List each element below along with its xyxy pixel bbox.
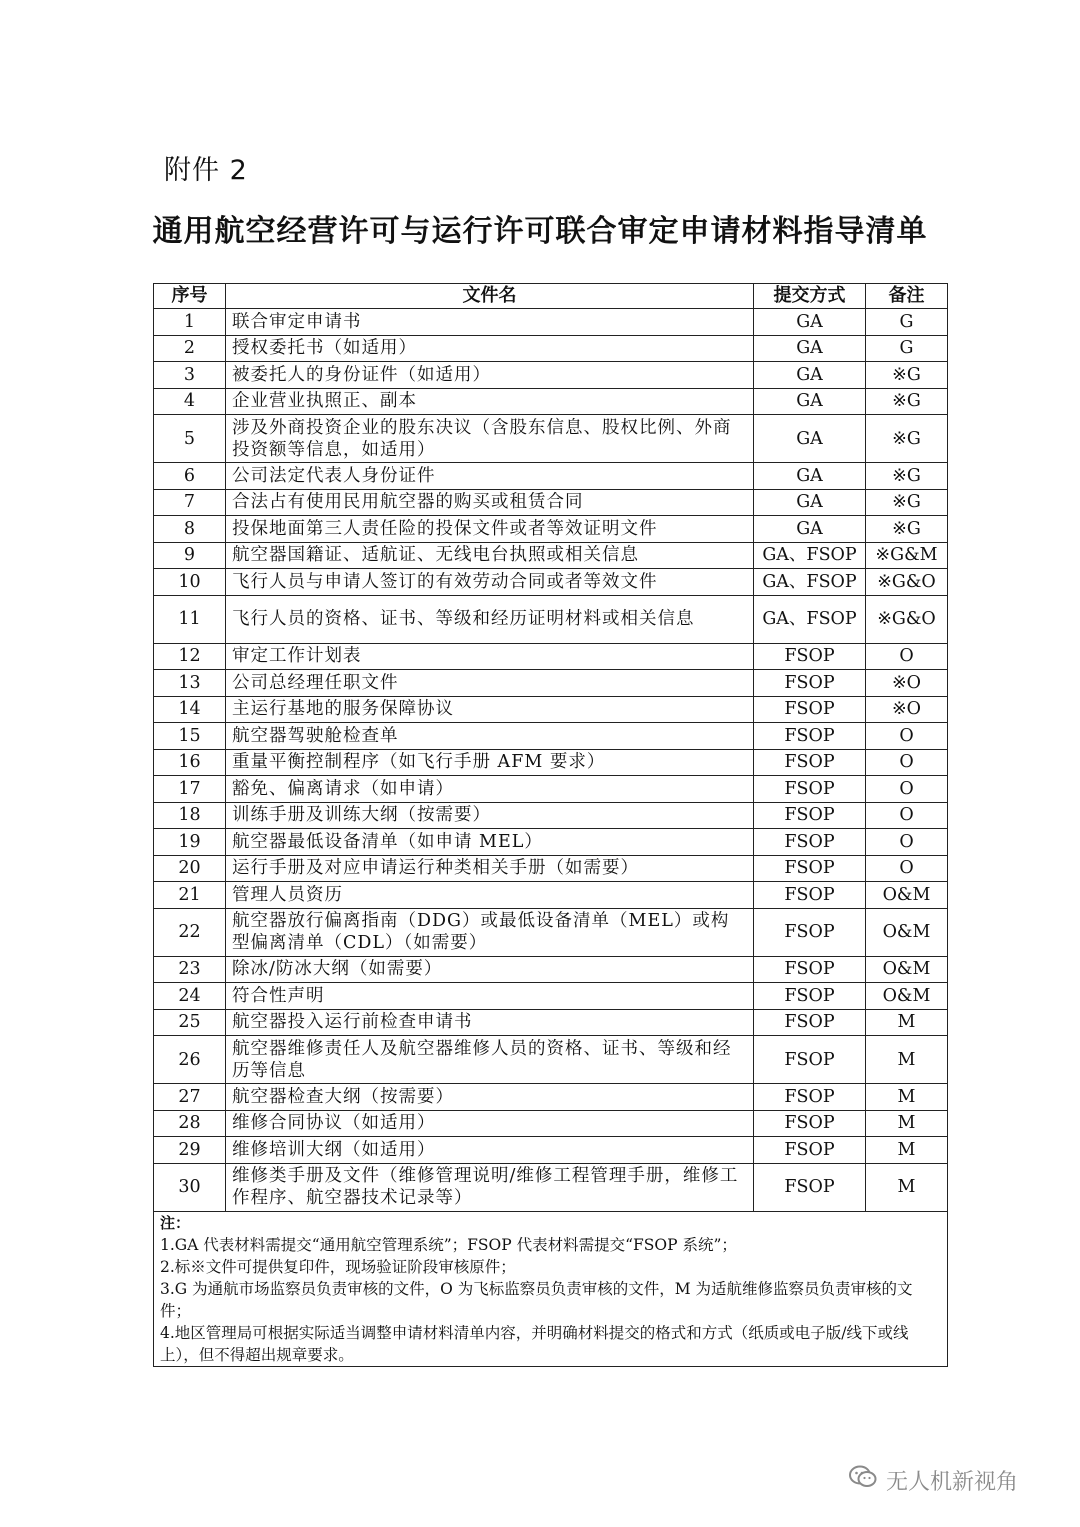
row-method: FSOP: [754, 670, 866, 697]
row-number: 8: [154, 516, 226, 543]
row-name: 授权委托书（如适用）: [226, 335, 754, 362]
row-number: 23: [154, 956, 226, 983]
col-header-name: 文件名: [226, 284, 754, 309]
row-number: 14: [154, 696, 226, 723]
row-method: FSOP: [754, 1110, 866, 1137]
row-remark: M: [866, 1137, 948, 1164]
row-remark: M: [866, 1163, 948, 1211]
row-number: 20: [154, 855, 226, 882]
table-row: [154, 956, 948, 983]
row-number: 22: [154, 908, 226, 956]
row-name: 合法占有使用民用航空器的购买或租赁合同: [226, 489, 754, 516]
row-name: 豁免、偏离请求（如申请）: [226, 776, 754, 803]
row-number: 24: [154, 983, 226, 1010]
table-row: [154, 1137, 948, 1164]
row-name: 航空器最低设备清单（如申请 MEL）: [226, 829, 754, 856]
row-number: 11: [154, 595, 226, 643]
row-number: 9: [154, 542, 226, 569]
row-method: FSOP: [754, 1036, 866, 1084]
row-remark: O: [866, 643, 948, 670]
row-method: GA: [754, 388, 866, 415]
row-number: 16: [154, 749, 226, 776]
table-row: [154, 542, 948, 569]
row-name: 联合审定申请书: [226, 309, 754, 336]
note-line: 4.地区管理局可根据实际适当调整申请材料清单内容，并明确材料提交的格式和方式（纸质或电子版/线下或线上），但不得超出规章要求。: [160, 1323, 909, 1364]
col-header-method: 提交方式: [754, 284, 866, 309]
row-number: 17: [154, 776, 226, 803]
row-name: 维修培训大纲（如适用）: [226, 1137, 754, 1164]
row-remark: O&M: [866, 983, 948, 1010]
row-name: 公司法定代表人身份证件: [226, 463, 754, 490]
row-remark: ※G&O: [866, 595, 948, 643]
table-row: [154, 516, 948, 543]
row-remark: ※G&O: [866, 569, 948, 596]
row-number: 3: [154, 362, 226, 389]
row-number: 2: [154, 335, 226, 362]
notes-row: [154, 1211, 948, 1366]
row-method: GA、FSOP: [754, 569, 866, 596]
table-row: [154, 489, 948, 516]
table-row: [154, 569, 948, 596]
row-number: 29: [154, 1137, 226, 1164]
table-row: [154, 882, 948, 909]
row-number: 10: [154, 569, 226, 596]
row-number: 26: [154, 1036, 226, 1084]
table-row: [154, 670, 948, 697]
row-remark: G: [866, 309, 948, 336]
table-row: [154, 1036, 948, 1084]
row-number: 27: [154, 1084, 226, 1111]
row-number: 1: [154, 309, 226, 336]
table-row: [154, 1163, 948, 1211]
row-method: GA: [754, 415, 866, 463]
document-title: 通用航空经营许可与运行许可联合审定申请材料指导清单: [152, 214, 928, 249]
table-row: [154, 802, 948, 829]
table-row: [154, 335, 948, 362]
row-remark: O&M: [866, 908, 948, 956]
row-name: 维修类手册及文件（维修管理说明/维修工程管理手册，维修工作程序、航空器技术记录等）: [226, 1163, 754, 1211]
row-remark: O: [866, 802, 948, 829]
row-method: GA: [754, 489, 866, 516]
row-name: 符合性声明: [226, 983, 754, 1010]
row-name: 公司总经理任职文件: [226, 670, 754, 697]
row-method: GA、FSOP: [754, 595, 866, 643]
row-method: FSOP: [754, 829, 866, 856]
row-number: 18: [154, 802, 226, 829]
row-number: 15: [154, 723, 226, 750]
row-name: 航空器驾驶舱检查单: [226, 723, 754, 750]
row-remark: ※O: [866, 696, 948, 723]
row-method: GA: [754, 309, 866, 336]
row-method: FSOP: [754, 1163, 866, 1211]
row-number: 28: [154, 1110, 226, 1137]
row-method: GA: [754, 362, 866, 389]
table-row: [154, 983, 948, 1010]
col-header-remark: 备注: [866, 284, 948, 309]
row-number: 12: [154, 643, 226, 670]
row-name: 飞行人员的资格、证书、等级和经历证明材料或相关信息: [226, 595, 754, 643]
notes-title: 注：: [160, 1213, 191, 1232]
table-row: [154, 749, 948, 776]
row-remark: O&M: [866, 956, 948, 983]
row-remark: M: [866, 1084, 948, 1111]
table-row: [154, 309, 948, 336]
table-row: [154, 362, 948, 389]
row-name: 重量平衡控制程序（如飞行手册 AFM 要求）: [226, 749, 754, 776]
wechat-icon: [848, 1464, 878, 1496]
row-number: 21: [154, 882, 226, 909]
row-remark: ※G: [866, 415, 948, 463]
row-method: GA: [754, 516, 866, 543]
row-method: FSOP: [754, 696, 866, 723]
table-row: [154, 595, 948, 643]
table-row: [154, 463, 948, 490]
table-row: [154, 415, 948, 463]
row-method: FSOP: [754, 749, 866, 776]
row-method: FSOP: [754, 1137, 866, 1164]
row-method: FSOP: [754, 776, 866, 803]
row-method: FSOP: [754, 1009, 866, 1036]
row-method: FSOP: [754, 802, 866, 829]
row-method: FSOP: [754, 1084, 866, 1111]
row-number: 30: [154, 1163, 226, 1211]
row-method: FSOP: [754, 723, 866, 750]
row-method: FSOP: [754, 855, 866, 882]
table-row: [154, 643, 948, 670]
row-remark: M: [866, 1009, 948, 1036]
table-row: [154, 696, 948, 723]
row-name: 维修合同协议（如适用）: [226, 1110, 754, 1137]
note-line: 2.标※文件可提供复印件，现场验证阶段审核原件；: [160, 1257, 516, 1276]
row-name: 投保地面第三人责任险的投保文件或者等效证明文件: [226, 516, 754, 543]
row-number: 13: [154, 670, 226, 697]
table-row: [154, 776, 948, 803]
row-number: 4: [154, 388, 226, 415]
row-number: 19: [154, 829, 226, 856]
row-name: 审定工作计划表: [226, 643, 754, 670]
table-row: [154, 1009, 948, 1036]
row-method: GA、FSOP: [754, 542, 866, 569]
row-name: 航空器检查大纲（按需要）: [226, 1084, 754, 1111]
row-remark: M: [866, 1110, 948, 1137]
row-remark: ※G: [866, 362, 948, 389]
row-remark: O: [866, 776, 948, 803]
row-number: 7: [154, 489, 226, 516]
row-method: FSOP: [754, 956, 866, 983]
row-name: 运行手册及对应申请运行种类相关手册（如需要）: [226, 855, 754, 882]
row-remark: ※G: [866, 463, 948, 490]
row-remark: O: [866, 749, 948, 776]
row-method: FSOP: [754, 983, 866, 1010]
row-name: 主运行基地的服务保障协议: [226, 696, 754, 723]
table-row: [154, 1084, 948, 1111]
note-line: 3.G 为通航市场监察员负责审核的文件，O 为飞标监察员负责审核的文件，M 为适航维修监察员负责审核的文件；: [160, 1279, 913, 1320]
row-remark: M: [866, 1036, 948, 1084]
row-remark: O: [866, 829, 948, 856]
row-remark: O: [866, 723, 948, 750]
row-name: 航空器国籍证、适航证、无线电台执照或相关信息: [226, 542, 754, 569]
row-name: 航空器投入运行前检查申请书: [226, 1009, 754, 1036]
row-name: 管理人员资历: [226, 882, 754, 909]
row-remark: O: [866, 855, 948, 882]
row-number: 6: [154, 463, 226, 490]
table-row: [154, 723, 948, 750]
attachment-label: 附件 2: [164, 155, 248, 186]
table-row: [154, 908, 948, 956]
row-remark: ※G&M: [866, 542, 948, 569]
row-name: 训练手册及训练大纲（按需要）: [226, 802, 754, 829]
table-row: [154, 1110, 948, 1137]
row-remark: ※O: [866, 670, 948, 697]
table-row: [154, 829, 948, 856]
row-name: 企业营业执照正、副本: [226, 388, 754, 415]
table-row: [154, 855, 948, 882]
row-remark: O&M: [866, 882, 948, 909]
materials-table: [153, 283, 948, 1367]
row-remark: ※G: [866, 516, 948, 543]
notes-cell: [154, 1211, 948, 1366]
watermark: [848, 1464, 1018, 1496]
row-name: 航空器维修责任人及航空器维修人员的资格、证书、等级和经历等信息: [226, 1036, 754, 1084]
row-method: FSOP: [754, 882, 866, 909]
watermark-text: 无人机新视角: [886, 1469, 1019, 1495]
row-method: FSOP: [754, 643, 866, 670]
table-row: [154, 388, 948, 415]
row-name: 除冰/防冰大纲（如需要）: [226, 956, 754, 983]
table-header-row: [154, 284, 948, 309]
row-number: 5: [154, 415, 226, 463]
row-name: 飞行人员与申请人签订的有效劳动合同或者等效文件: [226, 569, 754, 596]
row-remark: ※G: [866, 388, 948, 415]
row-number: 25: [154, 1009, 226, 1036]
row-name: 被委托人的身份证件（如适用）: [226, 362, 754, 389]
row-method: FSOP: [754, 908, 866, 956]
row-name: 航空器放行偏离指南（DDG）或最低设备清单（MEL）或构型偏离清单（CDL）（如需要）: [226, 908, 754, 956]
row-method: GA: [754, 335, 866, 362]
col-header-no: 序号: [154, 284, 226, 309]
row-method: GA: [754, 463, 866, 490]
note-line: 1.GA 代表材料需提交“通用航空管理系统”；FSOP 代表材料需提交“FSOP 系统”；: [160, 1235, 737, 1254]
row-remark: ※G: [866, 489, 948, 516]
row-remark: G: [866, 335, 948, 362]
row-name: 涉及外商投资企业的股东决议（含股东信息、股权比例、外商投资额等信息，如适用）: [226, 415, 754, 463]
